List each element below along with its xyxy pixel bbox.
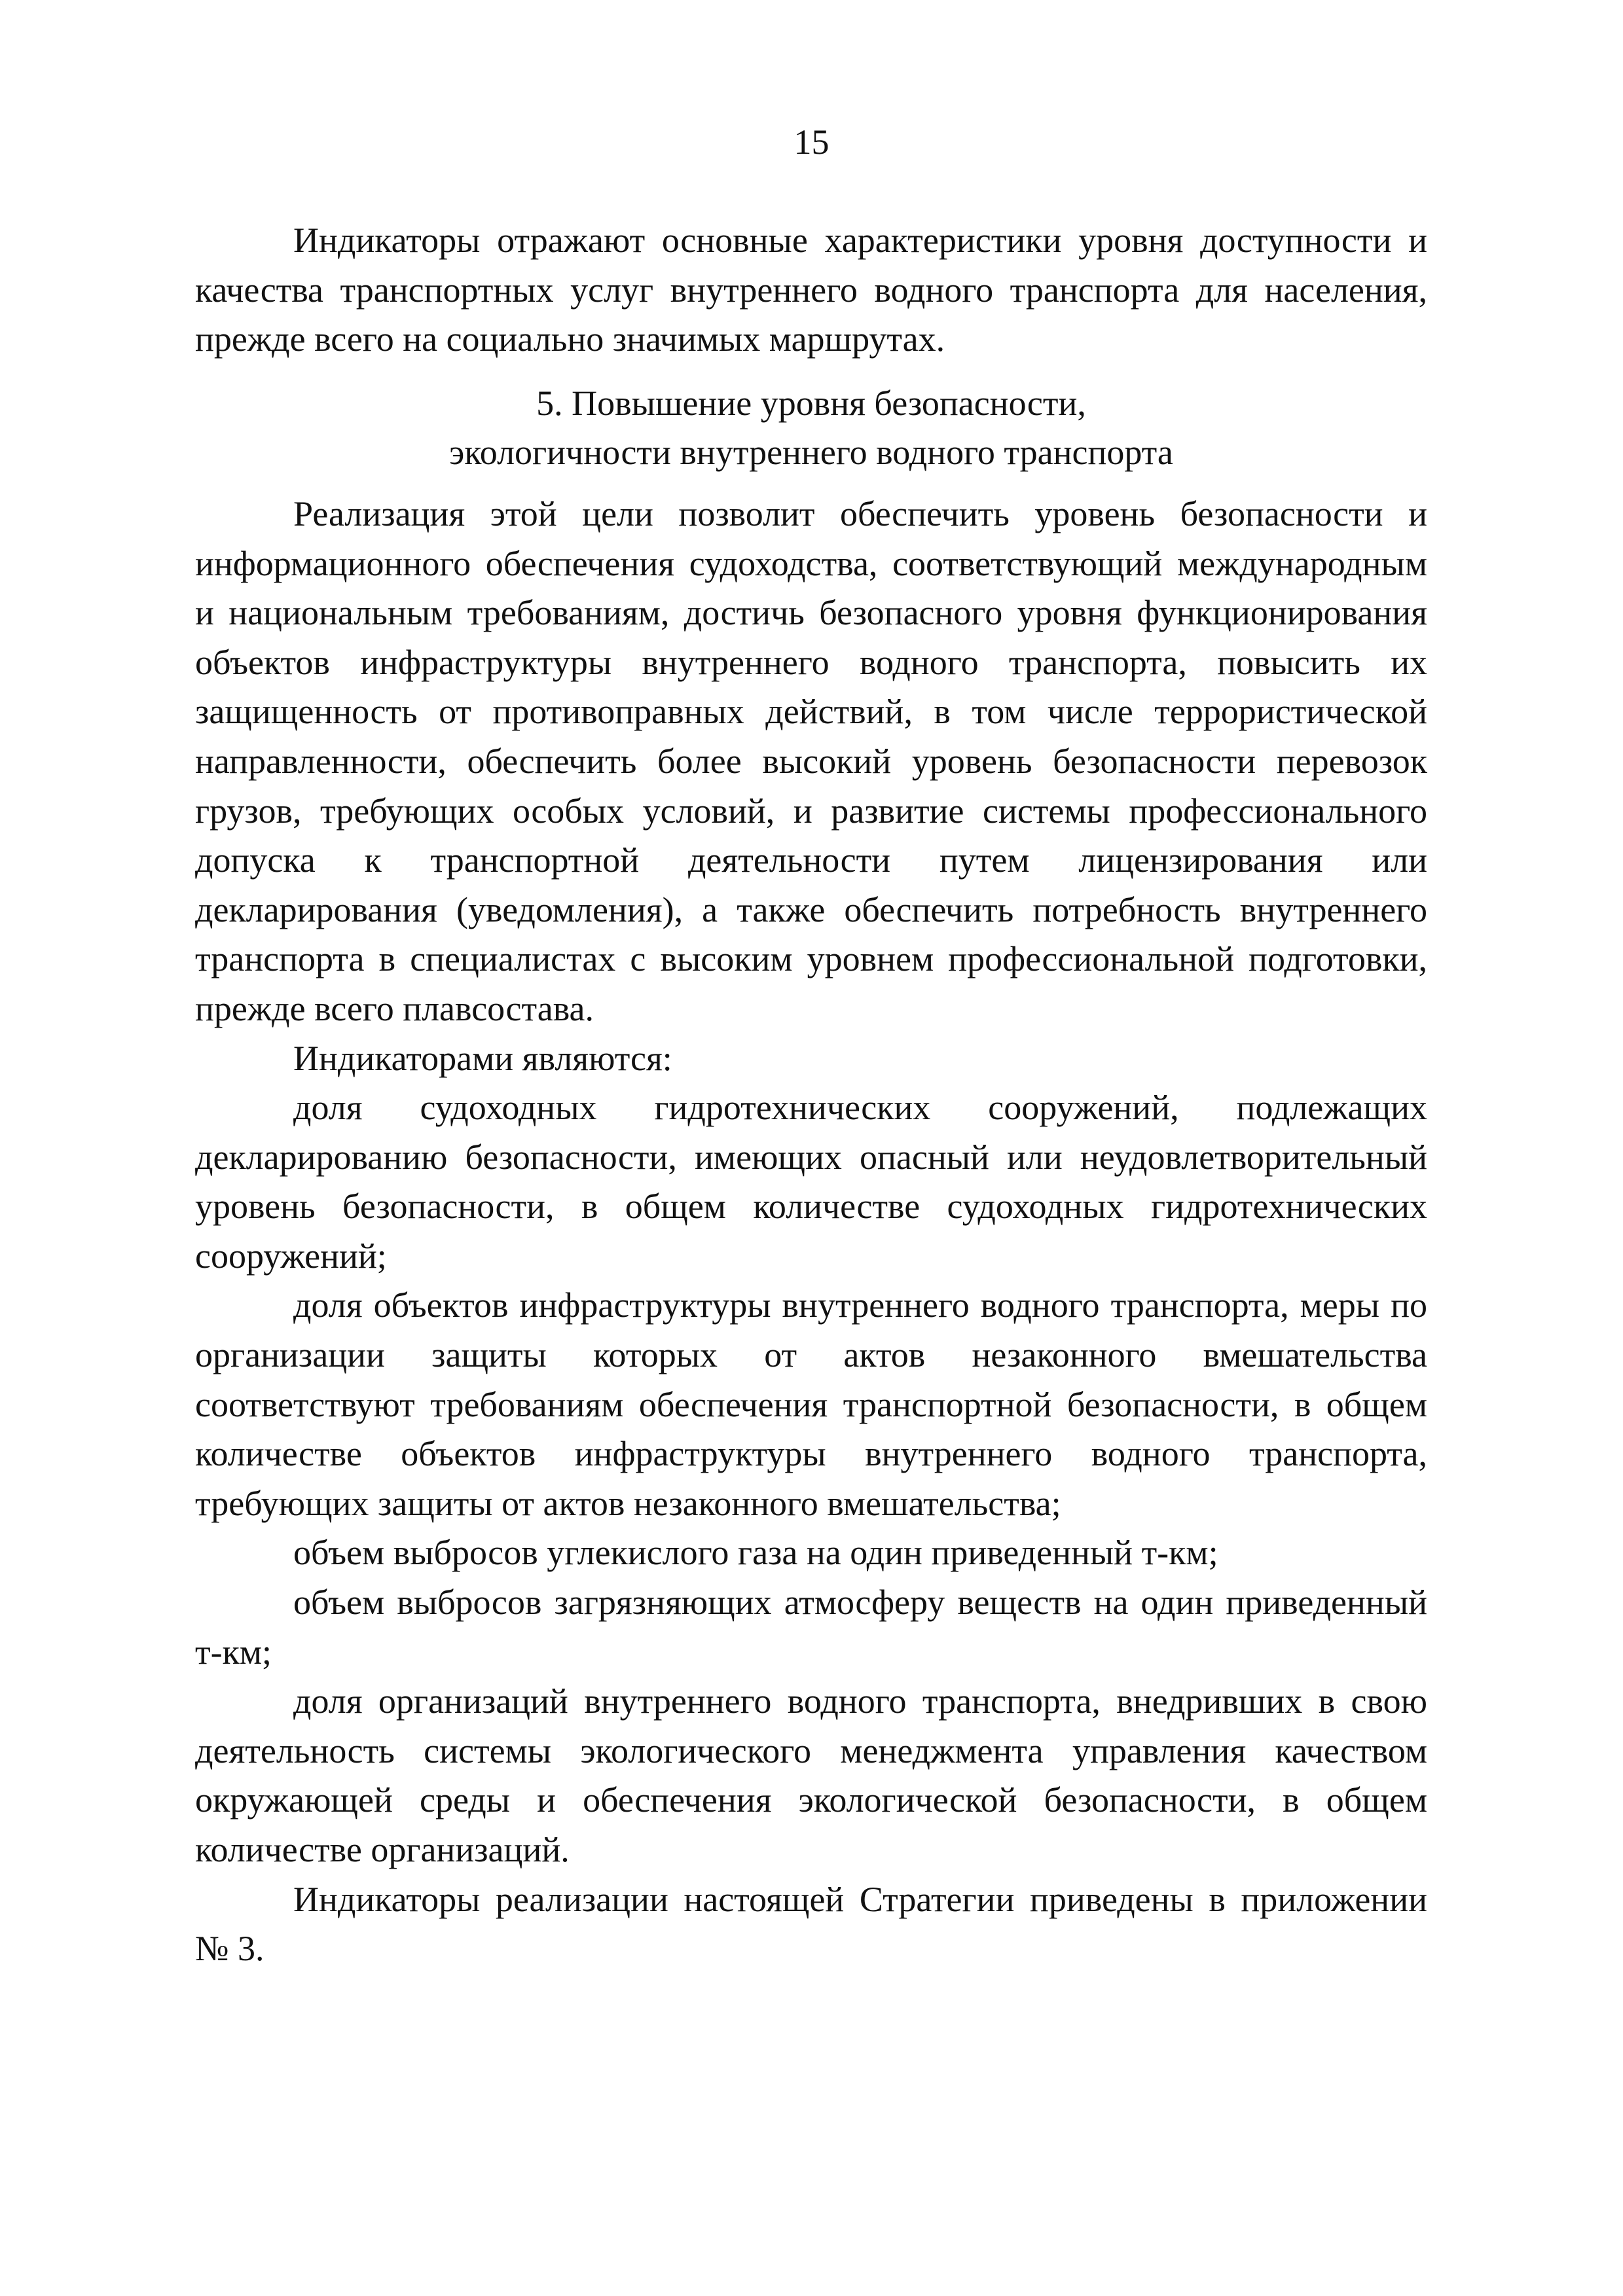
section-heading-line-1: 5. Повышение уровня безопасности,: [536, 383, 1086, 423]
indicator-item: объем выбросов загрязняющих атмосферу веществ на один приведенный т-км;: [195, 1583, 1427, 1672]
indicator-item: доля судоходных гидротехнических сооружений, подлежащих декларированию безопасности, имеющих опасный или неудовлетворительный уровень безопасности, в общем количестве судоходных гидротехнических сооружений;: [195, 1088, 1427, 1276]
page-number: 15: [793, 122, 830, 162]
section-heading: [195, 379, 1427, 478]
section-heading-line-2: экологичности внутреннего водного транспорта: [449, 433, 1173, 473]
indicator-item: объем выбросов углекислого газа на один приведенный т-км;: [293, 1533, 1218, 1573]
paragraph-outro: Индикаторы реализации настоящей Стратегии приведены в приложении № 3.: [195, 1879, 1427, 1969]
indicator-item: доля организаций внутреннего водного транспорта, внедривших в свою деятельность системы экологического менеджмента управления качеством окружающей среды и обеспечения экологической безопасности, в общем количестве организаций.: [195, 1681, 1427, 1869]
document-body: [195, 216, 1427, 1974]
paragraph-indicators-intro: Индикаторами являются:: [293, 1038, 672, 1078]
paragraph-section-goal: Реализация этой цели позволит обеспечить уровень безопасности и информационного обеспечения судоходства, соответствующий международным и национальным требованиям, достичь безопасного уровня функционирования объектов инфраструктуры внутреннего водного транспорта, повысить их защищенность от противоправных действий, в том числе террористической направленности, обеспечить более высокий уровень безопасности перевозок грузов, требующих особых условий, и развитие системы профессионального допуска к транспортной деятельности путем лицензирования или декларирования (уведомления), а также обеспечить потребность внутреннего транспорта в специалистах с высоким уровнем профессиональной подготовки, прежде всего плавсостава.: [195, 493, 1427, 1028]
indicator-item: доля объектов инфраструктуры внутреннего водного транспорта, меры по организации защиты которых от актов незаконного вмешательства соответствуют требованиям обеспечения транспортной безопасности, в общем количестве объектов инфраструктуры внутреннего водного транспорта, требующих защиты от актов незаконного вмешательства;: [195, 1285, 1427, 1523]
paragraph-intro: Индикаторы отражают основные характеристики уровня доступности и качества транспортных услуг внутреннего водного транспорта для населения, прежде всего на социально значимых маршрутах.: [195, 221, 1427, 359]
